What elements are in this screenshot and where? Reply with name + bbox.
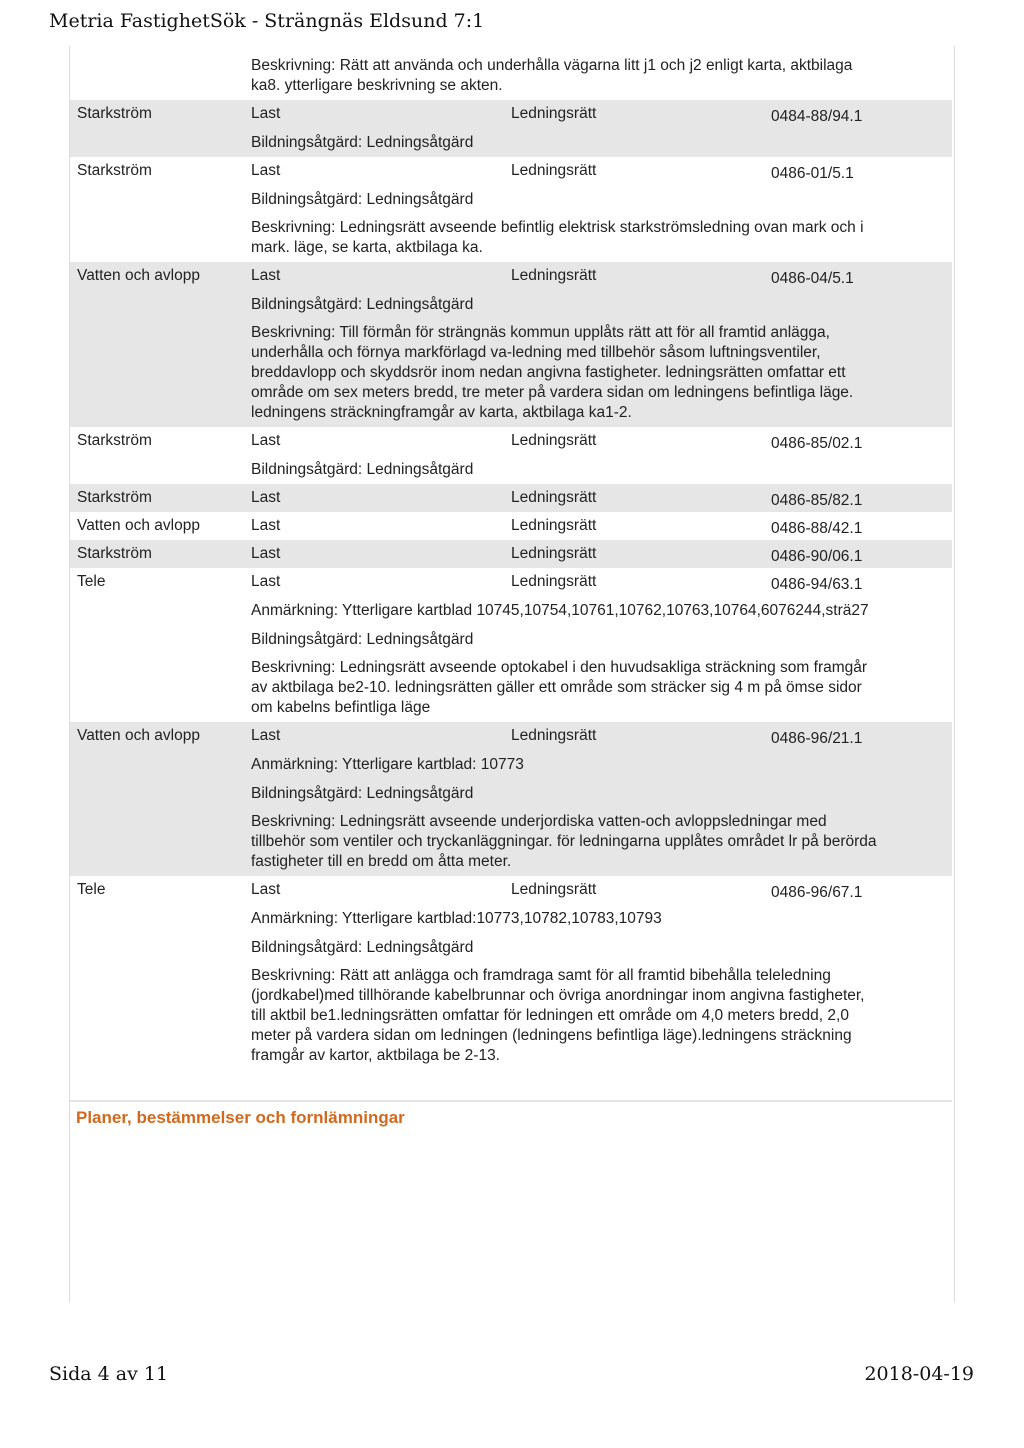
row-beskrivning-line: område om sex meters bredd, tre meter på vardera sidan om ledningens befintliga läge. [251, 384, 854, 401]
row-kind: Last [251, 573, 281, 590]
row-anmarkning: Anmärkning: Ytterligare kartblad: 10773 [251, 756, 524, 773]
row-right: Ledningsrätt [511, 432, 597, 449]
row-beskrivning-line: Beskrivning: Ledningsrätt avseende underjordiska vatten-och avloppsledningar med [251, 813, 827, 830]
row-beskrivning-line: breddavlopp och skyddsrör inom nedan angivna fastigheter. ledningsrätten omfattar ett [251, 364, 846, 381]
table-row [70, 876, 952, 1070]
table-row [70, 540, 952, 568]
row-kind: Last [251, 489, 281, 506]
row-type: Tele [77, 881, 106, 898]
row-beskrivning-line: ledningens sträckningframgår av karta, aktbilaga ka1-2. [251, 404, 632, 421]
table-row [70, 427, 952, 484]
table-row [70, 722, 952, 876]
row-type: Vatten och avlopp [77, 727, 200, 744]
continuation-line: ka8. ytterligare beskrivning se akten. [251, 77, 503, 94]
row-id: 0486-85/02.1 [771, 435, 863, 452]
continuation-line: Beskrivning: Rätt att använda och underhålla vägarna litt j1 och j2 enligt karta, aktbilaga [251, 57, 853, 74]
row-right: Ledningsrätt [511, 105, 597, 122]
row-id: 0486-96/21.1 [771, 730, 863, 747]
row-beskrivning-line: mark. läge, se karta, aktbilaga ka. [251, 239, 483, 256]
table-row [70, 262, 952, 427]
row-type: Starkström [77, 162, 152, 179]
row-kind: Last [251, 727, 281, 744]
row-bildningsatgard: Bildningsåtgärd: Ledningsåtgärd [251, 296, 474, 313]
row-type: Starkström [77, 432, 152, 449]
row-right: Ledningsrätt [511, 267, 597, 284]
table-row [70, 100, 952, 157]
row-type: Starkström [77, 489, 152, 506]
row-right: Ledningsrätt [511, 162, 597, 179]
row-id: 0486-94/63.1 [771, 576, 863, 593]
row-id: 0486-01/5.1 [771, 165, 854, 182]
row-kind: Last [251, 267, 281, 284]
row-beskrivning-line: fastigheter till en bredd om åtta meter. [251, 853, 512, 870]
row-kind: Last [251, 105, 281, 122]
row-type: Starkström [77, 105, 152, 122]
table-row [70, 484, 952, 512]
row-bildningsatgard: Bildningsåtgärd: Ledningsåtgärd [251, 631, 474, 648]
table-row [70, 157, 952, 262]
section-title: Planer, bestämmelser och fornlämningar [76, 1108, 405, 1127]
row-beskrivning-line: meter på vardera sidan om ledningen (ledningens befintliga läge).ledningens sträckning [251, 1027, 852, 1044]
row-right: Ledningsrätt [511, 545, 597, 562]
row-kind: Last [251, 162, 281, 179]
row-beskrivning-line: av aktbilaga be2-10. ledningsrätten gäller ett område som sträcker sig 4 m på ömse sidor [251, 679, 862, 696]
row-beskrivning-line: tillbehör som ventiler och tryckanläggningar. för ledningarna upplåtes området lr på berörda [251, 833, 877, 850]
row-anmarkning: Anmärkning: Ytterligare kartblad:10773,10782,10783,10793 [251, 910, 662, 927]
planer-section [70, 1100, 952, 1128]
document-header: Metria FastighetSök - Strängnäs Eldsund 7:1 [49, 10, 485, 32]
row-right: Ledningsrätt [511, 881, 597, 898]
row-beskrivning-line: Beskrivning: Ledningsrätt avseende befintlig elektrisk starkströmsledning ovan mark och i [251, 219, 864, 236]
continuation-row [70, 52, 952, 100]
row-id: 0486-88/42.1 [771, 520, 863, 537]
row-id: 0486-04/5.1 [771, 270, 854, 287]
row-type: Tele [77, 573, 106, 590]
row-right: Ledningsrätt [511, 517, 597, 534]
row-kind: Last [251, 432, 281, 449]
row-bildningsatgard: Bildningsåtgärd: Ledningsåtgärd [251, 461, 474, 478]
table-row [70, 512, 952, 540]
row-bildningsatgard: Bildningsåtgärd: Ledningsåtgärd [251, 939, 474, 956]
row-kind: Last [251, 545, 281, 562]
row-id: 0486-96/67.1 [771, 884, 863, 901]
row-beskrivning-line: framgår av kartor, aktbilaga be 2-13. [251, 1047, 500, 1064]
row-beskrivning-line: om kabelns befintliga läge [251, 699, 431, 716]
row-bildningsatgard: Bildningsåtgärd: Ledningsåtgärd [251, 191, 474, 208]
row-right: Ledningsrätt [511, 489, 597, 506]
row-beskrivning-line: Beskrivning: Till förmån för strängnäs kommun upplåts rätt att för all framtid anlägga, [251, 324, 830, 341]
row-type: Vatten och avlopp [77, 517, 200, 534]
table-row [70, 568, 952, 722]
row-id: 0486-85/82.1 [771, 492, 863, 509]
row-id: 0486-90/06.1 [771, 548, 863, 565]
row-beskrivning-line: Beskrivning: Rätt att anlägga och framdraga samt för all framtid bibehålla teleledning [251, 967, 831, 984]
row-beskrivning-line: (jordkabel)med tillhörande kabelbrunnar och övriga anordningar inom angivna fastigheter, [251, 987, 865, 1004]
row-beskrivning-line: Beskrivning: Ledningsrätt avseende optokabel i den huvudsakliga sträckning som framgår [251, 659, 868, 676]
row-id: 0484-88/94.1 [771, 108, 863, 125]
row-type: Vatten och avlopp [77, 267, 200, 284]
row-beskrivning-line: underhålla och förnya markförlagd va-ledning med tillbehör såsom luftningsventiler, [251, 344, 821, 361]
row-type: Starkström [77, 545, 152, 562]
page-number: Sida 4 av 11 [49, 1363, 169, 1385]
row-right: Ledningsrätt [511, 727, 597, 744]
row-bildningsatgard: Bildningsåtgärd: Ledningsåtgärd [251, 785, 474, 802]
row-right: Ledningsrätt [511, 573, 597, 590]
row-kind: Last [251, 517, 281, 534]
row-bildningsatgard: Bildningsåtgärd: Ledningsåtgärd [251, 134, 474, 151]
row-kind: Last [251, 881, 281, 898]
print-date: 2018-04-19 [864, 1363, 974, 1385]
rights-table [70, 52, 952, 1070]
row-anmarkning: Anmärkning: Ytterligare kartblad 10745,10754,10761,10762,10763,10764,6076244,strä27 [251, 602, 869, 619]
row-beskrivning-line: till aktbil be1.ledningsrätten omfattar för ledningen ett område om 4,0 meters bredd, 2,0 [251, 1007, 849, 1024]
